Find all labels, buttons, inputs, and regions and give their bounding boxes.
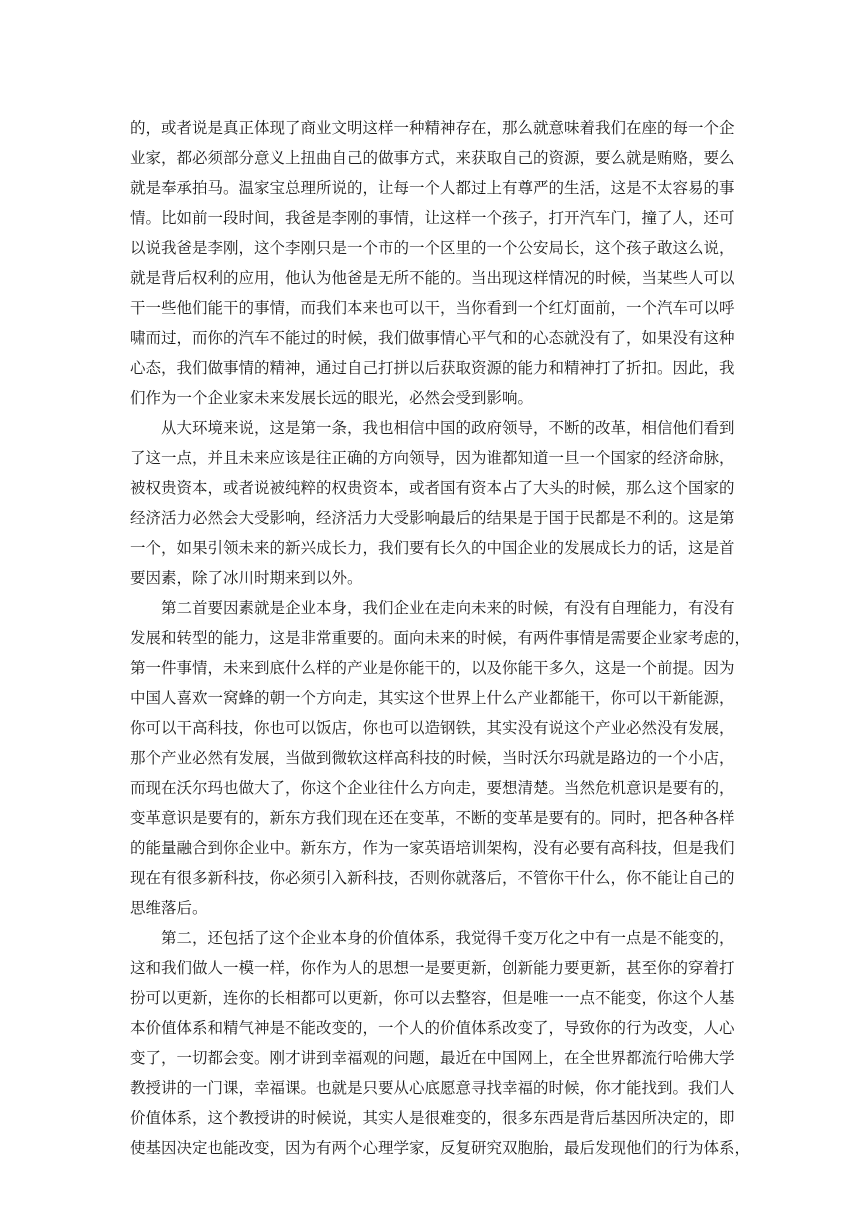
text-line: 经济活力必然会大受影响，经济活力大受影响最后的结果是于国于民都是不利的。这是第 bbox=[130, 509, 735, 527]
paragraph bbox=[130, 413, 750, 593]
text-line: 就是奉承拍马。温家宝总理所说的，让每一个人都过上有尊严的生活，这是不太容易的事 bbox=[130, 179, 735, 197]
text-line: 本价值体系和精气神是不能改变的，一个人的价值体系改变了，导致你的行为改变，人心 bbox=[130, 1019, 735, 1037]
text-line: 价值体系，这个教授讲的时候说，其实人是很难变的，很多东西是背后基因所决定的，即 bbox=[130, 1109, 735, 1127]
text-line: 这和我们做人一模一样，你作为人的思想一是要更新，创新能力要更新，甚至你的穿着打 bbox=[130, 959, 735, 977]
text-line: 啸而过，而你的汽车不能过的时候，我们做事情心平气和的心态就没有了，如果没有这种 bbox=[130, 329, 735, 347]
text-line: 就是背后权利的应用，他认为他爸是无所不能的。当出现这样情况的时候，当某些人可以 bbox=[130, 269, 735, 287]
text-line: 一个，如果引领未来的新兴成长力，我们要有长久的中国企业的发展成长力的话，这是首 bbox=[130, 539, 735, 557]
paragraph bbox=[130, 923, 750, 1163]
text-line: 的能量融合到你企业中。新东方，作为一家英语培训架构，没有必要有高科技，但是我们 bbox=[130, 839, 735, 857]
text-line: 第二，还包括了这个企业本身的价值体系，我觉得千变万化之中有一点是不能变的， bbox=[161, 929, 735, 947]
text-line: 而现在沃尔玛也做大了，你这个企业往什么方向走，要想清楚。当然危机意识是要有的， bbox=[130, 779, 735, 797]
text-line: 业家，都必须部分意义上扭曲自己的做事方式，来获取自己的资源，要么就是贿赂，要么 bbox=[130, 149, 735, 167]
text-line: 心态，我们做事情的精神，通过自己打拼以后获取资源的能力和精神打了折扣。因此，我 bbox=[130, 359, 735, 377]
text-line: 情。比如前一段时间，我爸是李刚的事情，让这样一个孩子，打开汽车门，撞了人，还可 bbox=[130, 209, 735, 227]
text-line: 干一些他们能干的事情，而我们本来也可以干，当你看到一个红灯面前，一个汽车可以呼 bbox=[130, 299, 735, 317]
text-line: 教授讲的一门课，幸福课。也就是只要从心底愿意寻找幸福的时候，你才能找到。我们人 bbox=[130, 1079, 735, 1097]
text-line: 第二首要因素就是企业本身，我们企业在走向未来的时候，有没有自理能力，有没有 bbox=[161, 599, 735, 617]
text-line: 使基因决定也能改变，因为有两个心理学家，反复研究双胞胎，最后发现他们的行为体系， bbox=[130, 1139, 750, 1157]
paragraph bbox=[130, 113, 750, 413]
text-line: 要因素，除了冰川时期来到以外。 bbox=[130, 569, 363, 587]
text-line: 发展和转型的能力，这是非常重要的。面向未来的时候，有两件事情是需要企业家考虑的， bbox=[130, 629, 750, 647]
text-line: 你可以干高科技，你也可以饭店，你也可以造钢铁，其实没有说这个产业必然没有发展， bbox=[130, 719, 735, 737]
text-line: 思维落后。 bbox=[130, 899, 208, 917]
text-line: 中国人喜欢一窝蜂的朝一个方向走，其实这个世界上什么产业都能干，你可以干新能源， bbox=[130, 689, 735, 707]
document-body bbox=[130, 113, 750, 1163]
text-line: 扮可以更新，连你的长相都可以更新，你可以去整容，但是唯一一点不能变，你这个人基 bbox=[130, 989, 735, 1007]
text-line: 被权贵资本，或者说被纯粹的权贵资本，或者国有资本占了大头的时候，那么这个国家的 bbox=[130, 479, 735, 497]
text-line: 了这一点，并且未来应该是往正确的方向领导，因为谁都知道一旦一个国家的经济命脉， bbox=[130, 449, 735, 467]
text-line: 第一件事情，未来到底什么样的产业是你能干的，以及你能干多久，这是一个前提。因为 bbox=[130, 659, 735, 677]
text-line: 以说我爸是李刚，这个李刚只是一个市的一个区里的一个公安局长，这个孩子敢这么说， bbox=[130, 239, 735, 257]
text-line: 现在有很多新科技，你必须引入新科技，否则你就落后，不管你干什么，你不能让自己的 bbox=[130, 869, 735, 887]
text-line: 那个产业必然有发展，当做到微软这样高科技的时候，当时沃尔玛就是路边的一个小店， bbox=[130, 749, 735, 767]
text-line: 的，或者说是真正体现了商业文明这样一种精神存在，那么就意味着我们在座的每一个企 bbox=[130, 119, 735, 137]
text-line: 们作为一个企业家未来发展长远的眼光，必然会受到影响。 bbox=[130, 389, 534, 407]
text-line: 变了，一切都会变。刚才讲到幸福观的问题，最近在中国网上，在全世界都流行哈佛大学 bbox=[130, 1049, 735, 1067]
text-line: 从大环境来说，这是第一条，我也相信中国的政府领导，不断的改革，相信他们看到 bbox=[161, 419, 735, 437]
paragraph bbox=[130, 593, 750, 923]
text-line: 变革意识是要有的，新东方我们现在还在变革，不断的变革是要有的。同时，把各种各样 bbox=[130, 809, 735, 827]
